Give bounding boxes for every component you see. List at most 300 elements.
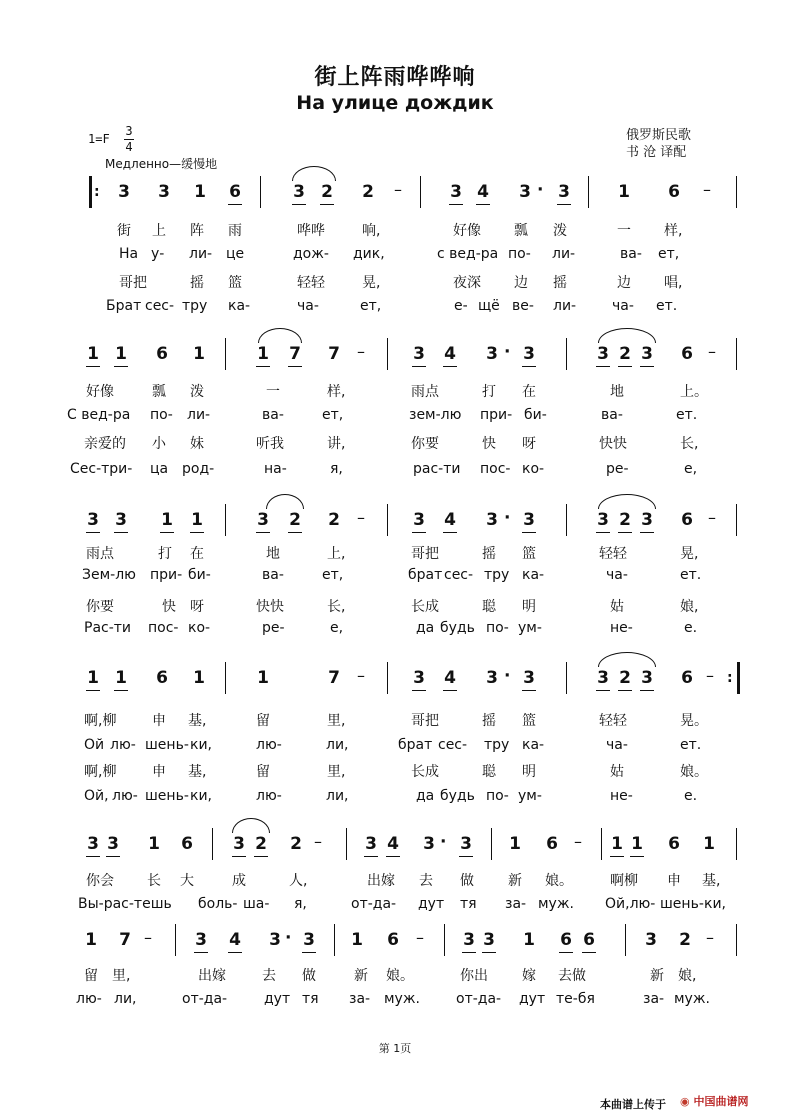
note: 3 xyxy=(460,834,472,854)
lyric: лю- xyxy=(110,737,136,753)
lyric: ет. xyxy=(656,298,678,314)
lyric: 晃, xyxy=(680,546,699,562)
barline xyxy=(334,924,335,956)
lyric: ум- xyxy=(518,620,542,636)
lyric: дик, xyxy=(353,246,385,262)
note: 3 xyxy=(523,668,535,688)
note: 1 xyxy=(703,834,715,854)
song-title-russian: На улице дождик xyxy=(296,92,494,114)
lyric: 成 xyxy=(232,873,246,889)
note: 7 xyxy=(119,930,131,950)
note: 6 xyxy=(681,344,693,364)
lyric: 呀 xyxy=(522,436,536,452)
lyric: 长成 xyxy=(411,764,439,780)
lyric: брат xyxy=(408,567,443,583)
site-logo xyxy=(680,1093,748,1109)
lyric: 样, xyxy=(664,223,683,239)
lyric: 留 xyxy=(256,764,270,780)
note: 3 xyxy=(423,834,435,854)
lyric: у- xyxy=(151,246,165,262)
lyric: 晃, xyxy=(362,275,381,291)
lyric: при- xyxy=(150,567,183,583)
lyric: ка- xyxy=(228,298,251,314)
lyric: Зем-лю xyxy=(82,567,136,583)
note: 4 xyxy=(477,182,489,202)
note: 1 xyxy=(87,344,99,364)
lyric: 去 xyxy=(262,968,276,984)
lyric: 姑 xyxy=(610,599,624,615)
lyric: 轻轻 xyxy=(599,713,627,729)
repeat-dots: : xyxy=(94,184,100,200)
score-system-1 xyxy=(0,176,790,216)
lyric: род- xyxy=(182,461,215,477)
barline xyxy=(566,338,567,370)
lyric: по- xyxy=(508,246,531,262)
lyric: рас-ти xyxy=(413,461,461,477)
upload-note: 本曲谱上传于 xyxy=(600,1098,666,1111)
dot: · xyxy=(504,342,511,362)
lyric: ет, xyxy=(322,567,344,583)
note: 7 xyxy=(289,344,301,364)
lyric: 泼 xyxy=(190,384,204,400)
slur xyxy=(598,652,656,667)
dot: · xyxy=(504,508,511,528)
lyric: 雨 xyxy=(228,223,242,239)
lyric: Ой, xyxy=(84,788,109,804)
note: 2 xyxy=(619,344,631,364)
dot: · xyxy=(504,666,511,686)
lyric: ет, xyxy=(322,407,344,423)
note: 6 xyxy=(387,930,399,950)
repeat-dots: : xyxy=(727,670,733,686)
note: 4 xyxy=(444,668,456,688)
lyric: тру xyxy=(182,298,208,314)
time-signature xyxy=(124,124,134,155)
lyric: ва- xyxy=(262,407,284,423)
lyric: по- xyxy=(150,407,173,423)
lyric: 做 xyxy=(460,873,474,889)
lyric: 阵 xyxy=(190,223,204,239)
barline xyxy=(737,662,740,694)
lyric: лю- xyxy=(256,788,282,804)
lyric: ет, xyxy=(658,246,680,262)
lyric: 轻轻 xyxy=(297,275,325,291)
note: 6 xyxy=(156,344,168,364)
dot: · xyxy=(285,928,292,948)
lyric: по- xyxy=(486,788,509,804)
note: 3 xyxy=(195,930,207,950)
lyric: ва- xyxy=(620,246,642,262)
note: 6 xyxy=(681,668,693,688)
lyric: 雨点 xyxy=(411,384,439,400)
lyric: би- xyxy=(188,567,211,583)
lyric: 泼 xyxy=(553,223,567,239)
lyric: ча- xyxy=(297,298,319,314)
song-title-chinese: 街上阵雨哗哗响 xyxy=(314,64,476,90)
score-system-6 xyxy=(0,924,790,964)
lyric: 啊,柳 xyxy=(84,713,117,729)
lyric: Ой,лю- xyxy=(605,896,656,912)
lyric: ли- xyxy=(189,246,213,262)
barline xyxy=(260,176,261,208)
lyric: 你出 xyxy=(460,968,488,984)
note: 3 xyxy=(597,510,609,530)
lyric: 留 xyxy=(256,713,270,729)
note: 2 xyxy=(321,182,333,202)
barline xyxy=(736,504,737,536)
score-system-4 xyxy=(0,662,790,702)
dash: – xyxy=(708,508,716,527)
lyric: 人, xyxy=(289,873,308,889)
dash: – xyxy=(357,342,365,361)
note: 3 xyxy=(107,834,119,854)
lyric: тру xyxy=(484,737,510,753)
note: 6 xyxy=(681,510,693,530)
note: 3 xyxy=(413,668,425,688)
tempo-marking: Медленно—缓慢地 xyxy=(105,157,218,171)
note: 3 xyxy=(486,668,498,688)
lyric: ет, xyxy=(360,298,382,314)
note: 1 xyxy=(85,930,97,950)
lyric: Рас-ти xyxy=(84,620,132,636)
lyric: 聪 xyxy=(482,764,496,780)
lyric: е. xyxy=(684,620,698,636)
lyric: ча- xyxy=(606,567,628,583)
lyric: тя xyxy=(460,896,477,912)
lyric: 里, xyxy=(327,764,346,780)
note: 1 xyxy=(351,930,363,950)
note: 3 xyxy=(118,182,130,202)
lyric: 哥把 xyxy=(411,546,439,562)
note: 3 xyxy=(597,344,609,364)
note: 3 xyxy=(463,930,475,950)
note: 1 xyxy=(87,668,99,688)
lyric: ша- xyxy=(243,896,270,912)
lyric: ва- xyxy=(601,407,623,423)
lyric: ка- xyxy=(522,737,545,753)
lyric: 哥把 xyxy=(119,275,147,291)
barline xyxy=(588,176,589,208)
lyric: щё xyxy=(478,298,500,314)
lyric: 长 xyxy=(147,873,161,889)
note: 2 xyxy=(328,510,340,530)
note: 3 xyxy=(645,930,657,950)
lyric: дож- xyxy=(293,246,329,262)
note: 1 xyxy=(115,344,127,364)
note: 3 xyxy=(450,182,462,202)
lyric: Вы-рас-тешь xyxy=(78,896,172,912)
note: 3 xyxy=(641,344,653,364)
lyric: 上。 xyxy=(680,384,708,400)
lyric: дут xyxy=(418,896,445,912)
lyric: 在 xyxy=(522,384,536,400)
note: 3 xyxy=(486,510,498,530)
lyric: 啊柳 xyxy=(610,873,638,889)
lyric: 边 xyxy=(514,275,528,291)
lyric: ко- xyxy=(522,461,545,477)
note: 3 xyxy=(233,834,245,854)
lyric: 唱, xyxy=(664,275,683,291)
note: 3 xyxy=(486,344,498,364)
note: 1 xyxy=(193,344,205,364)
lyric: ли- xyxy=(553,298,577,314)
dash: – xyxy=(144,928,152,947)
barline xyxy=(387,662,388,694)
barline xyxy=(601,828,602,860)
lyric: 娘。 xyxy=(386,968,414,984)
lyric: да xyxy=(416,620,435,636)
lyric: ре- xyxy=(262,620,285,636)
lyric: пос- xyxy=(148,620,179,636)
note: 3 xyxy=(523,344,535,364)
lyric: 新 xyxy=(354,968,368,984)
barline xyxy=(566,662,567,694)
lyric: 街 xyxy=(117,223,131,239)
lyric: 娘, xyxy=(678,968,697,984)
lyric: ко- xyxy=(188,620,211,636)
dash: – xyxy=(314,832,322,851)
lyric: Брат xyxy=(106,298,142,314)
score-system-3 xyxy=(0,504,790,544)
lyric: е. xyxy=(684,788,698,804)
barline xyxy=(346,828,347,860)
lyric: лю- xyxy=(112,788,138,804)
key-signature: 1=F xyxy=(88,132,110,146)
lyric: е, xyxy=(684,461,698,477)
note: 3 xyxy=(87,510,99,530)
note: 3 xyxy=(641,668,653,688)
score-system-2 xyxy=(0,338,790,378)
lyric: ки, xyxy=(704,896,727,912)
lyric: 长, xyxy=(327,599,346,615)
note: 7 xyxy=(328,344,340,364)
lyric: 摇 xyxy=(553,275,567,291)
barline xyxy=(387,338,388,370)
note: 2 xyxy=(679,930,691,950)
lyric: дут xyxy=(264,991,291,1007)
slur xyxy=(266,494,304,509)
logo-text: 中国曲谱网 xyxy=(693,1095,749,1108)
lyric: 去做 xyxy=(558,968,586,984)
lyric: муж. xyxy=(674,991,710,1007)
page-number: 第 1页 xyxy=(378,1042,412,1055)
lyric: да xyxy=(416,788,435,804)
note: 2 xyxy=(619,510,631,530)
lyric: 篮 xyxy=(522,546,536,562)
lyric: 边 xyxy=(617,275,631,291)
barline xyxy=(89,176,92,208)
lyric: 瓢 xyxy=(514,223,528,239)
lyric: е- xyxy=(454,298,468,314)
barline xyxy=(225,338,226,370)
lyric: ча- xyxy=(606,737,628,753)
lyric: На xyxy=(119,246,139,262)
lyric: 地 xyxy=(610,384,624,400)
lyric: за- xyxy=(505,896,527,912)
barline xyxy=(491,828,492,860)
barline xyxy=(225,504,226,536)
lyric: при- xyxy=(480,407,513,423)
note: 3 xyxy=(523,510,535,530)
lyric: 大 xyxy=(180,873,194,889)
barline xyxy=(212,828,213,860)
note: 7 xyxy=(328,668,340,688)
dash: – xyxy=(574,832,582,851)
lyric: сес- xyxy=(438,737,468,753)
lyric: ли- xyxy=(187,407,211,423)
lyric: 亲爱的 xyxy=(84,436,126,452)
lyric: ли, xyxy=(326,737,349,753)
translator-credit: 书 沧 译配 xyxy=(626,145,687,160)
slur xyxy=(292,166,336,181)
lyric: 一 xyxy=(617,223,631,239)
barline xyxy=(175,924,176,956)
lyric: 在 xyxy=(190,546,204,562)
lyric: ки, xyxy=(190,737,213,753)
dash: – xyxy=(357,666,365,685)
barline xyxy=(566,504,567,536)
lyric: 新 xyxy=(508,873,522,889)
lyric: 瓢 xyxy=(152,384,166,400)
lyric: лю- xyxy=(76,991,102,1007)
lyric: 夜深 xyxy=(453,275,481,291)
lyric: 基, xyxy=(188,713,207,729)
barline xyxy=(225,662,226,694)
lyric: ца xyxy=(150,461,169,477)
lyric: от-да- xyxy=(351,896,397,912)
note: 1 xyxy=(193,668,205,688)
note: 3 xyxy=(269,930,281,950)
note: 2 xyxy=(362,182,374,202)
note: 1 xyxy=(509,834,521,854)
lyric: Сес-три- xyxy=(70,461,133,477)
note: 4 xyxy=(229,930,241,950)
lyric: 明 xyxy=(522,599,536,615)
lyric: 姑 xyxy=(610,764,624,780)
note: 3 xyxy=(365,834,377,854)
lyric: 晃。 xyxy=(680,713,708,729)
lyric: ли, xyxy=(114,991,137,1007)
note: 1 xyxy=(148,834,160,854)
note: 6 xyxy=(156,668,168,688)
lyric: 快快 xyxy=(256,599,284,615)
lyric: шень- xyxy=(145,737,189,753)
lyric: 雨点 xyxy=(86,546,114,562)
lyric: 嫁 xyxy=(522,968,536,984)
lyric: 出嫁 xyxy=(367,873,395,889)
lyric: 长, xyxy=(680,436,699,452)
note: 3 xyxy=(641,510,653,530)
lyric: ет. xyxy=(680,737,702,753)
lyric: те-бя xyxy=(556,991,595,1007)
lyric: с вед-ра xyxy=(437,246,499,262)
note: 1 xyxy=(161,510,173,530)
lyric: ка- xyxy=(522,567,545,583)
dot: · xyxy=(440,832,447,852)
lyric: 响, xyxy=(362,223,381,239)
lyric: 哗哗 xyxy=(297,223,325,239)
lyric: сес- xyxy=(444,567,474,583)
barline xyxy=(420,176,421,208)
lyric: за- xyxy=(349,991,371,1007)
note: 2 xyxy=(619,668,631,688)
slur xyxy=(598,328,656,343)
note: 3 xyxy=(257,510,269,530)
lyric: лю- xyxy=(256,737,282,753)
barline xyxy=(736,828,737,860)
lyric: 聪 xyxy=(482,599,496,615)
lyric: от-да- xyxy=(182,991,228,1007)
lyric: будь xyxy=(440,620,475,636)
score-system-5 xyxy=(0,828,790,868)
note: 3 xyxy=(413,344,425,364)
lyric: 哥把 xyxy=(411,713,439,729)
lyric: ки, xyxy=(190,788,213,804)
dash: – xyxy=(703,180,711,199)
lyric: ум- xyxy=(518,788,542,804)
lyric: 快 xyxy=(162,599,176,615)
lyric: С вед-ра xyxy=(67,407,131,423)
barline xyxy=(736,924,737,956)
lyric: ли- xyxy=(552,246,576,262)
dot: · xyxy=(537,180,544,200)
barline xyxy=(736,176,737,208)
lyric: 一 xyxy=(266,384,280,400)
lyric: сес- xyxy=(145,298,175,314)
lyric: 好像 xyxy=(86,384,114,400)
lyric: 基, xyxy=(188,764,207,780)
lyric: 娘。 xyxy=(680,764,708,780)
note: 1 xyxy=(257,668,269,688)
note: 3 xyxy=(293,182,305,202)
lyric: 新 xyxy=(650,968,664,984)
lyric: от-да- xyxy=(456,991,502,1007)
meter-bottom: 4 xyxy=(125,140,133,154)
note: 4 xyxy=(444,344,456,364)
note: 6 xyxy=(560,930,572,950)
lyric: 呀 xyxy=(190,599,204,615)
lyric: 样, xyxy=(327,384,346,400)
dash: – xyxy=(708,342,716,361)
lyric: шень- xyxy=(660,896,704,912)
slur xyxy=(232,818,270,833)
lyric: 摇 xyxy=(482,546,496,562)
lyric: ве- xyxy=(512,298,534,314)
logo-mark-icon: ◉ xyxy=(680,1095,690,1108)
barline xyxy=(625,924,626,956)
song-origin: 俄罗斯民歌 xyxy=(626,128,692,143)
lyric: це xyxy=(226,246,245,262)
lyric: е, xyxy=(330,620,344,636)
lyric: 申 xyxy=(667,873,681,889)
barline xyxy=(444,924,445,956)
note: 6 xyxy=(583,930,595,950)
lyric: 好像 xyxy=(453,223,481,239)
note: 3 xyxy=(597,668,609,688)
lyric: 申 xyxy=(152,764,166,780)
dash: – xyxy=(357,508,365,527)
dash: – xyxy=(394,180,402,199)
lyric: не- xyxy=(610,788,633,804)
note: 2 xyxy=(255,834,267,854)
lyric: будь xyxy=(440,788,475,804)
lyric: 长成 xyxy=(411,599,439,615)
note: 1 xyxy=(194,182,206,202)
lyric: не- xyxy=(610,620,633,636)
note: 1 xyxy=(618,182,630,202)
note: 6 xyxy=(181,834,193,854)
barline xyxy=(736,338,737,370)
